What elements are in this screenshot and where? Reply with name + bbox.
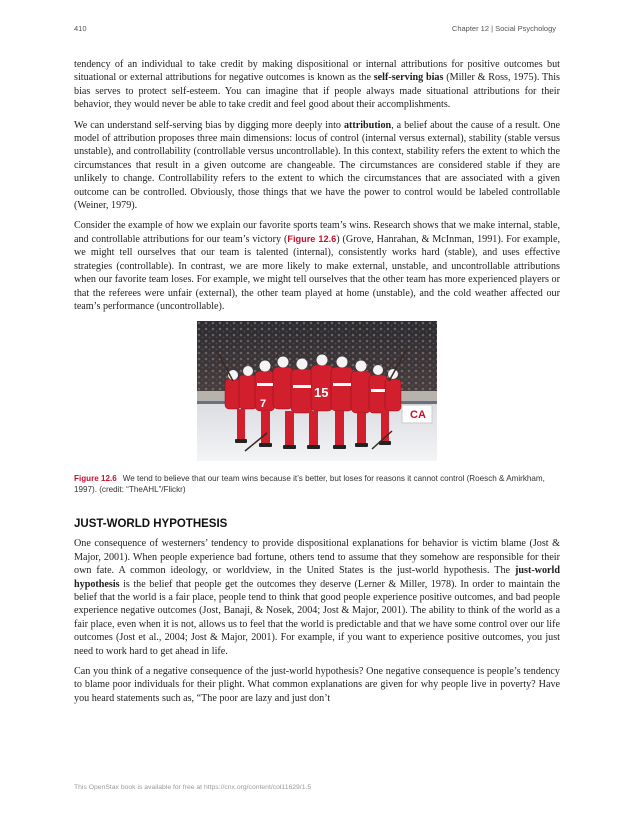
paragraph-sports-example	[74, 219, 560, 313]
figure-caption-text: We tend to believe that our team wins because it’s better, but loses for reasons it cannot control (Roesch & Amirkham, 1997). (credit: “TheAHL”/Flickr)	[74, 474, 545, 495]
main-content	[74, 58, 560, 712]
text-run: tendency of an individual to take credit by making dispositional or internal attributions for positive outcomes but situational or external attributions for negative outcomes is known as the	[74, 59, 560, 84]
svg-text:CA: CA	[410, 409, 426, 422]
page-footer: This OpenStax book is available for free at https://cnx.org/content/col11629/1.5	[74, 784, 312, 791]
paragraph-negative-consequence: Can you think of a negative consequence of the just-world hypothesis? One negative consequence is people’s tendency to blame poor individuals for their plight. What common explanations are given for why people live in poverty? Have you heard statements such as, “The poor are lazy and just don’t	[74, 665, 560, 704]
text-run: is the belief that people get the outcomes they deserve (Lerner & Miller, 1978). In order to maintain the belief that the world is a fair place, people tend to think that good people experience positive outcomes, and bad people experience negative outcomes (Jost, Banaji, & Nosek, 2004; Jost & Major, 2001). The ability to think of the world as a fair place, even when it is not, allows us to feel that the world is predictable and that we have some control over our life outcomes (Jost et al., 2004; Jost & Major, 2001). For example, if you want to experience positive outcomes, you just need to work hard to get ahead in life.	[74, 578, 560, 657]
figure-12-6	[74, 321, 560, 495]
figure-caption	[74, 473, 560, 495]
text-run: ) (Grove, Hanrahan, & McInman, 1991). For example, we might tell ourselves that our team is talented (internal), consistently works hard (stable), and uses effective strategies (controllable). In contrast, we are more likely to make external, unstable, and uncontrollable attributions when our favorite team loses. For example, we might tell ourselves that the other team has more experienced players or that the referees were unfair (external), the other team played at home (unstable), and the cold weather affected our team’s performance (uncontrollable).	[74, 233, 560, 312]
text-run: , a belief about the cause of a result. One model of attribution proposes three main dimensions: locus of control (internal versus external), stability (stable versus unstable), and controllability (controllable versus uncontrollable). In this context, stability refers the extent to which the circumstances that result in a given outcome are changeable. The circumstances are considered stable if they are unlikely to change. Controllability refers to the extent to which the circumstances that are associated with a given outcome can be controlled. Obviously, those things that we have the power to control would be labeled controllable (Weiner, 1979).	[74, 119, 560, 212]
chapter-title: Chapter 12 | Social Psychology	[451, 24, 556, 33]
paragraph-attribution	[74, 119, 560, 213]
key-term-self-serving-bias: self-serving bias	[373, 72, 444, 84]
jersey-number-7: 7	[260, 398, 267, 411]
text-run: (Miller & Ross, 1975). This bias serves to protect self-esteem. You can imagine that if people always made situational attributions for their behavior, they would never be able to take credit and feel good about their accomplishments.	[74, 72, 560, 111]
paragraph-just-world	[74, 537, 560, 658]
key-term-attribution: attribution	[343, 119, 392, 131]
paragraph-self-serving-bias	[74, 58, 560, 112]
page-header	[74, 24, 556, 38]
text-run: We can understand self-serving bias by digging more deeply into	[74, 119, 344, 131]
text-run: Consider the example of how we explain our favorite sports team’s wins. Research shows that we make internal, stable, and controllable attributions for our team’s victory (	[74, 220, 560, 245]
figure-reference-link[interactable]: Figure 12.6	[287, 233, 337, 244]
section-heading-just-world: JUST-WORLD HYPOTHESIS	[74, 518, 228, 531]
page-number: 410	[74, 24, 87, 33]
text-run: One consequence of westerners’ tendency to provide dispositional explanations for behavior is victim blame (Jost & Major, 2001). When people experience bad fortune, others tend to assume that they somehow are responsible for their own fate. A common ideology, or worldview, in the United States is the just-world hypothesis. The	[74, 538, 560, 577]
hockey-team-celebration-photo	[197, 321, 437, 461]
figure-label: Figure 12.6	[74, 474, 117, 484]
jersey-number-15: 15	[314, 385, 329, 401]
key-term-just-world-hypothesis: just-world hypothesis	[74, 565, 560, 590]
